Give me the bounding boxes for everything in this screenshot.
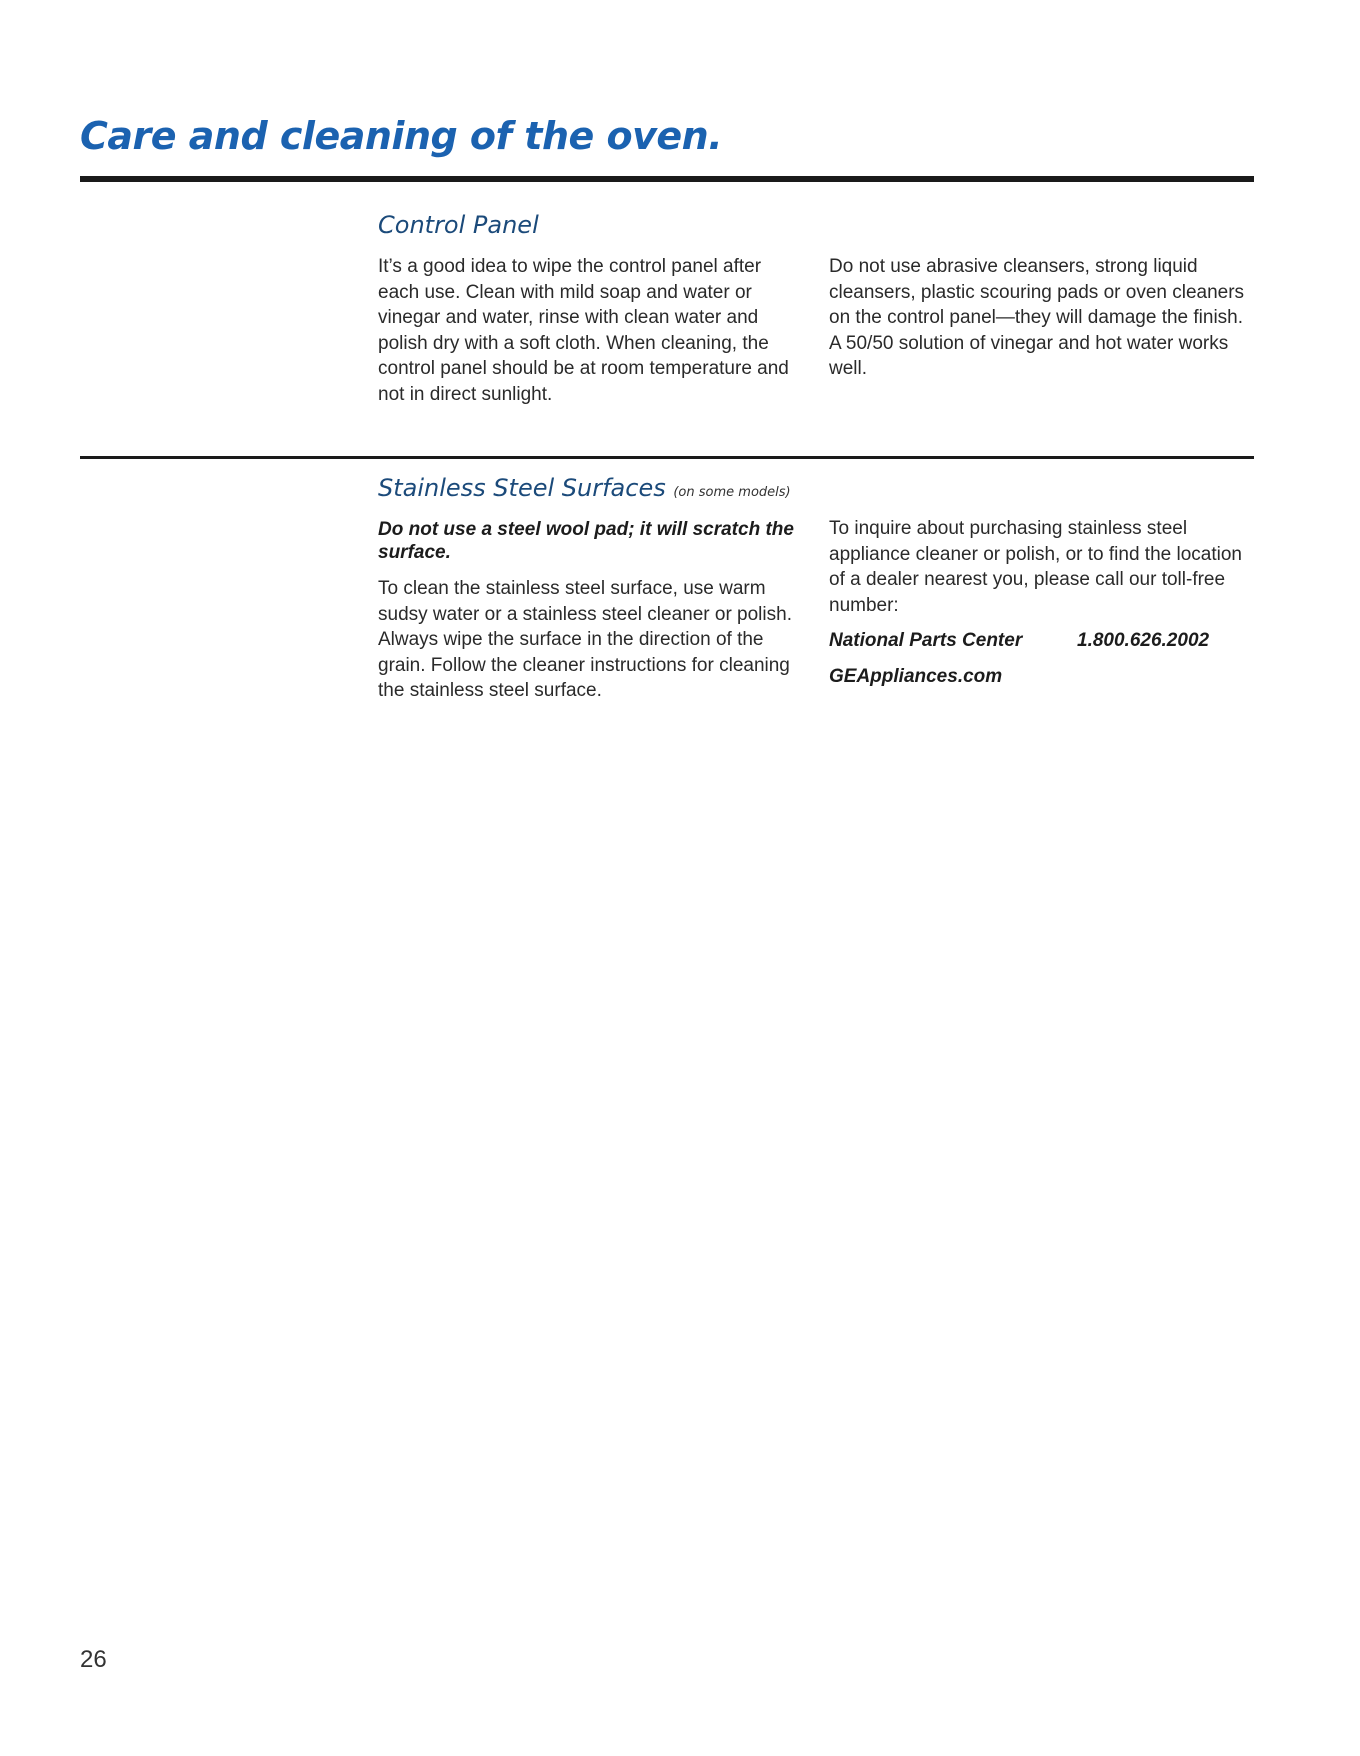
- page-title: Care and cleaning of the oven.: [80, 114, 723, 158]
- stainless-steel-heading-text: Stainless Steel Surfaces: [378, 474, 666, 502]
- stainless-cleaning-text: To clean the stainless steel surface, use warm sudsy water or a stainless steel cleaner or polish. Always wipe the surface in the direction of the grain. Follow the cleaner instructions for cleaning the stainless steel surface.: [378, 578, 792, 701]
- page-number: 26: [80, 1646, 107, 1673]
- control-panel-cleaning-text: It’s a good idea to wipe the control panel after each use. Clean with mild soap and water or vinegar and water, rinse with clean water and polish dry with a soft cloth. When cleaning, the control panel should be at room temperature and not in direct sunlight.: [378, 256, 789, 405]
- parts-center-contact: [829, 628, 1259, 658]
- parts-center-name: National Parts Center: [829, 630, 1023, 651]
- control-panel-heading: Control Panel: [378, 211, 539, 239]
- stainless-right-column: [829, 516, 1259, 690]
- title-divider: [80, 176, 1254, 182]
- stainless-steel-heading: [378, 474, 791, 502]
- control-panel-caution-text: Do not use abrasive cleansers, strong liquid cleansers, plastic scouring pads or oven cleaners on the control panel—they will damage the finish. A 50/50 solution of vinegar and hot water works well.: [829, 256, 1245, 379]
- purchase-inquiry-text: To inquire about purchasing stainless steel appliance cleaner or polish, or to find the location of a dealer nearest you, please call our toll-free number:: [829, 518, 1242, 616]
- parts-center-phone: 1.800.626.2002: [1077, 630, 1210, 651]
- control-panel-left-column: [378, 254, 798, 407]
- section-divider: [80, 456, 1254, 459]
- control-panel-right-column: [829, 254, 1254, 382]
- website-link[interactable]: GEAppliances.com: [829, 666, 1003, 687]
- stainless-steel-qualifier: (on some models): [673, 485, 791, 500]
- steel-wool-warning: Do not use a steel wool pad; it will scratch the surface.: [378, 519, 794, 563]
- stainless-left-column: [378, 518, 808, 704]
